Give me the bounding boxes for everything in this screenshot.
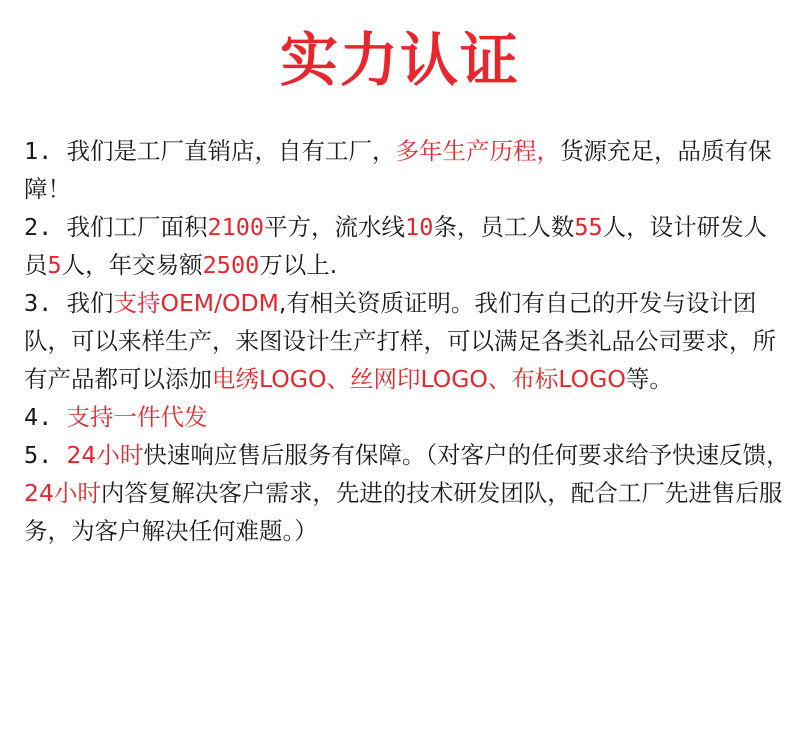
body-text: 人，年交易额 <box>61 251 203 279</box>
highlight-text: 5 <box>47 251 62 279</box>
body-text: 3. <box>24 289 67 317</box>
body-text: 2. <box>24 213 67 241</box>
body-text: 条，员工人数 <box>433 213 575 241</box>
certification-text-block <box>24 132 790 550</box>
paragraph-1 <box>24 132 790 208</box>
body-text: 我们工厂面积 <box>66 213 208 241</box>
body-text: 万以上. <box>259 251 338 279</box>
paragraph-2 <box>24 208 790 284</box>
body-text: 平方，流水线 <box>264 213 406 241</box>
highlight-text: 10 <box>405 213 434 241</box>
body-text: 等。 <box>625 365 673 393</box>
body-text: 内答复解决客户需求，先进的技术研发团队，配合工厂先进售后服务，为客户解决任何难题。） <box>24 479 783 545</box>
highlight-text: 2500 <box>202 251 260 279</box>
body-text: ,有相关资质证明。我们有自己的开发与设计团队，可以来样生产，来图设计生产打样，可以满足各类礼品公司要求，所有产品都可以添加 <box>24 289 776 393</box>
body-text: 5. <box>24 441 67 469</box>
highlight-text: 支持OEM/ODM <box>113 289 279 317</box>
highlight-text: 多年生产历程， <box>395 137 560 165</box>
highlight-text: 55 <box>574 213 603 241</box>
body-text: 1. <box>24 137 67 165</box>
body-text: 人，设计研发人员 <box>24 213 768 279</box>
paragraph-3 <box>24 284 790 398</box>
page-title: 实力认证 <box>279 26 520 94</box>
body-text: 我们是工厂直销店，自有工厂， <box>66 137 396 165</box>
body-text: 4. <box>24 403 67 431</box>
highlight-text: 支持一件代发 <box>66 403 208 431</box>
highlight-text: 24小时 <box>66 441 144 469</box>
highlight-text: 24小时 <box>24 479 101 507</box>
highlight-text: 电绣LOGO、丝网印LOGO、布标LOGO <box>212 365 626 393</box>
body-text: 快速响应售后服务有保障。（对客户的任何要求给予快速反馈， <box>143 441 790 469</box>
body-text: 我们 <box>66 289 114 317</box>
paragraph-5 <box>24 436 790 550</box>
highlight-text: 2100 <box>207 213 265 241</box>
paragraph-4 <box>24 398 790 436</box>
body-text: 货源充足，品质有保障！ <box>24 137 772 203</box>
